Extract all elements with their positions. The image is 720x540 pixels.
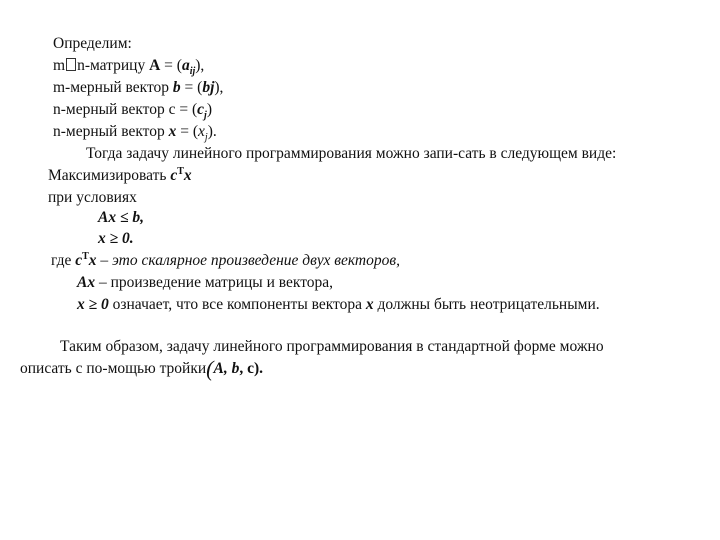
constraint-x-ge-0: x ≥ 0. xyxy=(98,230,134,247)
maximize-line xyxy=(48,166,192,186)
vec-x-name: x xyxy=(168,123,177,140)
maximize-x: x xyxy=(183,167,192,184)
vec-c-sub: j xyxy=(204,110,207,122)
matrix-elem-sub: ij xyxy=(189,66,196,78)
summary-pre: описать с по-мощью тройки xyxy=(20,360,207,377)
summary-line-2 xyxy=(20,356,264,381)
matrix-text: n-матрицу xyxy=(77,57,150,74)
vec-b-pre: m-мерный вектор xyxy=(53,79,173,96)
ax-bold: Ax xyxy=(77,274,96,291)
x-bold: x xyxy=(365,296,374,313)
intro-sentence: Тогда задачу линейного программирования можно запи-сать в следующем виде: xyxy=(86,145,617,162)
where-text: – это скалярное произведение двух векторов, xyxy=(96,252,400,269)
maximize-c: c xyxy=(170,167,178,184)
matrix-m: m xyxy=(53,57,66,74)
vec-c-post: ) xyxy=(206,101,212,118)
vec-x-elem: x xyxy=(198,123,205,140)
matrix-name: A xyxy=(149,57,161,74)
maximize-label: Максимизировать xyxy=(48,167,171,184)
vec-c-pre: n-мерный вектор c = ( xyxy=(53,101,198,118)
vec-b-elem: bj xyxy=(202,79,215,96)
matrix-elem: a xyxy=(181,57,190,74)
ax-text: – произведение матрицы и вектора, xyxy=(95,274,334,291)
vec-x-sub: j xyxy=(204,132,208,144)
vec-b-post: ), xyxy=(214,79,224,96)
times-symbol-box xyxy=(66,58,76,71)
vec-x-eq: = ( xyxy=(176,123,199,140)
summary-b: b xyxy=(231,360,240,377)
x-nonneg-explanation xyxy=(77,295,600,315)
x-text-1: означает, что все компоненты вектора xyxy=(108,296,366,313)
constraint-ax-le-b: Ax ≤ b, xyxy=(98,209,144,226)
vector-c-definition xyxy=(53,100,212,120)
conditions-label: при условиях xyxy=(48,189,137,206)
summary-A: A, xyxy=(213,360,232,377)
vector-x-definition xyxy=(53,122,217,142)
matrix-eq: = ( xyxy=(160,57,182,74)
matrix-definition xyxy=(53,56,204,76)
vec-x-post: ). xyxy=(207,123,217,140)
summary-line-1: Таким образом, задачу линейного программирования в стандартной форме можно xyxy=(60,338,604,355)
where-c: c xyxy=(75,252,83,269)
vector-b-definition xyxy=(53,78,223,98)
summary-rest: , c). xyxy=(239,360,264,377)
maximize-sup: T xyxy=(177,165,184,177)
vec-x-pre: n-мерный вектор xyxy=(53,123,169,140)
where-sup: T xyxy=(82,250,89,262)
definitions-heading: Определим: xyxy=(53,35,132,52)
x-ge-0-bold: x ≥ 0 xyxy=(77,296,109,313)
matrix-post: ), xyxy=(195,57,205,74)
vec-c-elem: c xyxy=(197,101,205,118)
where-x: x xyxy=(88,252,97,269)
ax-explanation xyxy=(77,273,333,293)
vec-b-name: b xyxy=(172,79,181,96)
where-pre: где xyxy=(51,252,76,269)
where-line xyxy=(51,251,400,271)
summary-paren: ( xyxy=(206,356,214,381)
x-text-2: должны быть неотрицательными. xyxy=(373,296,600,313)
vec-b-eq: = ( xyxy=(180,79,203,96)
